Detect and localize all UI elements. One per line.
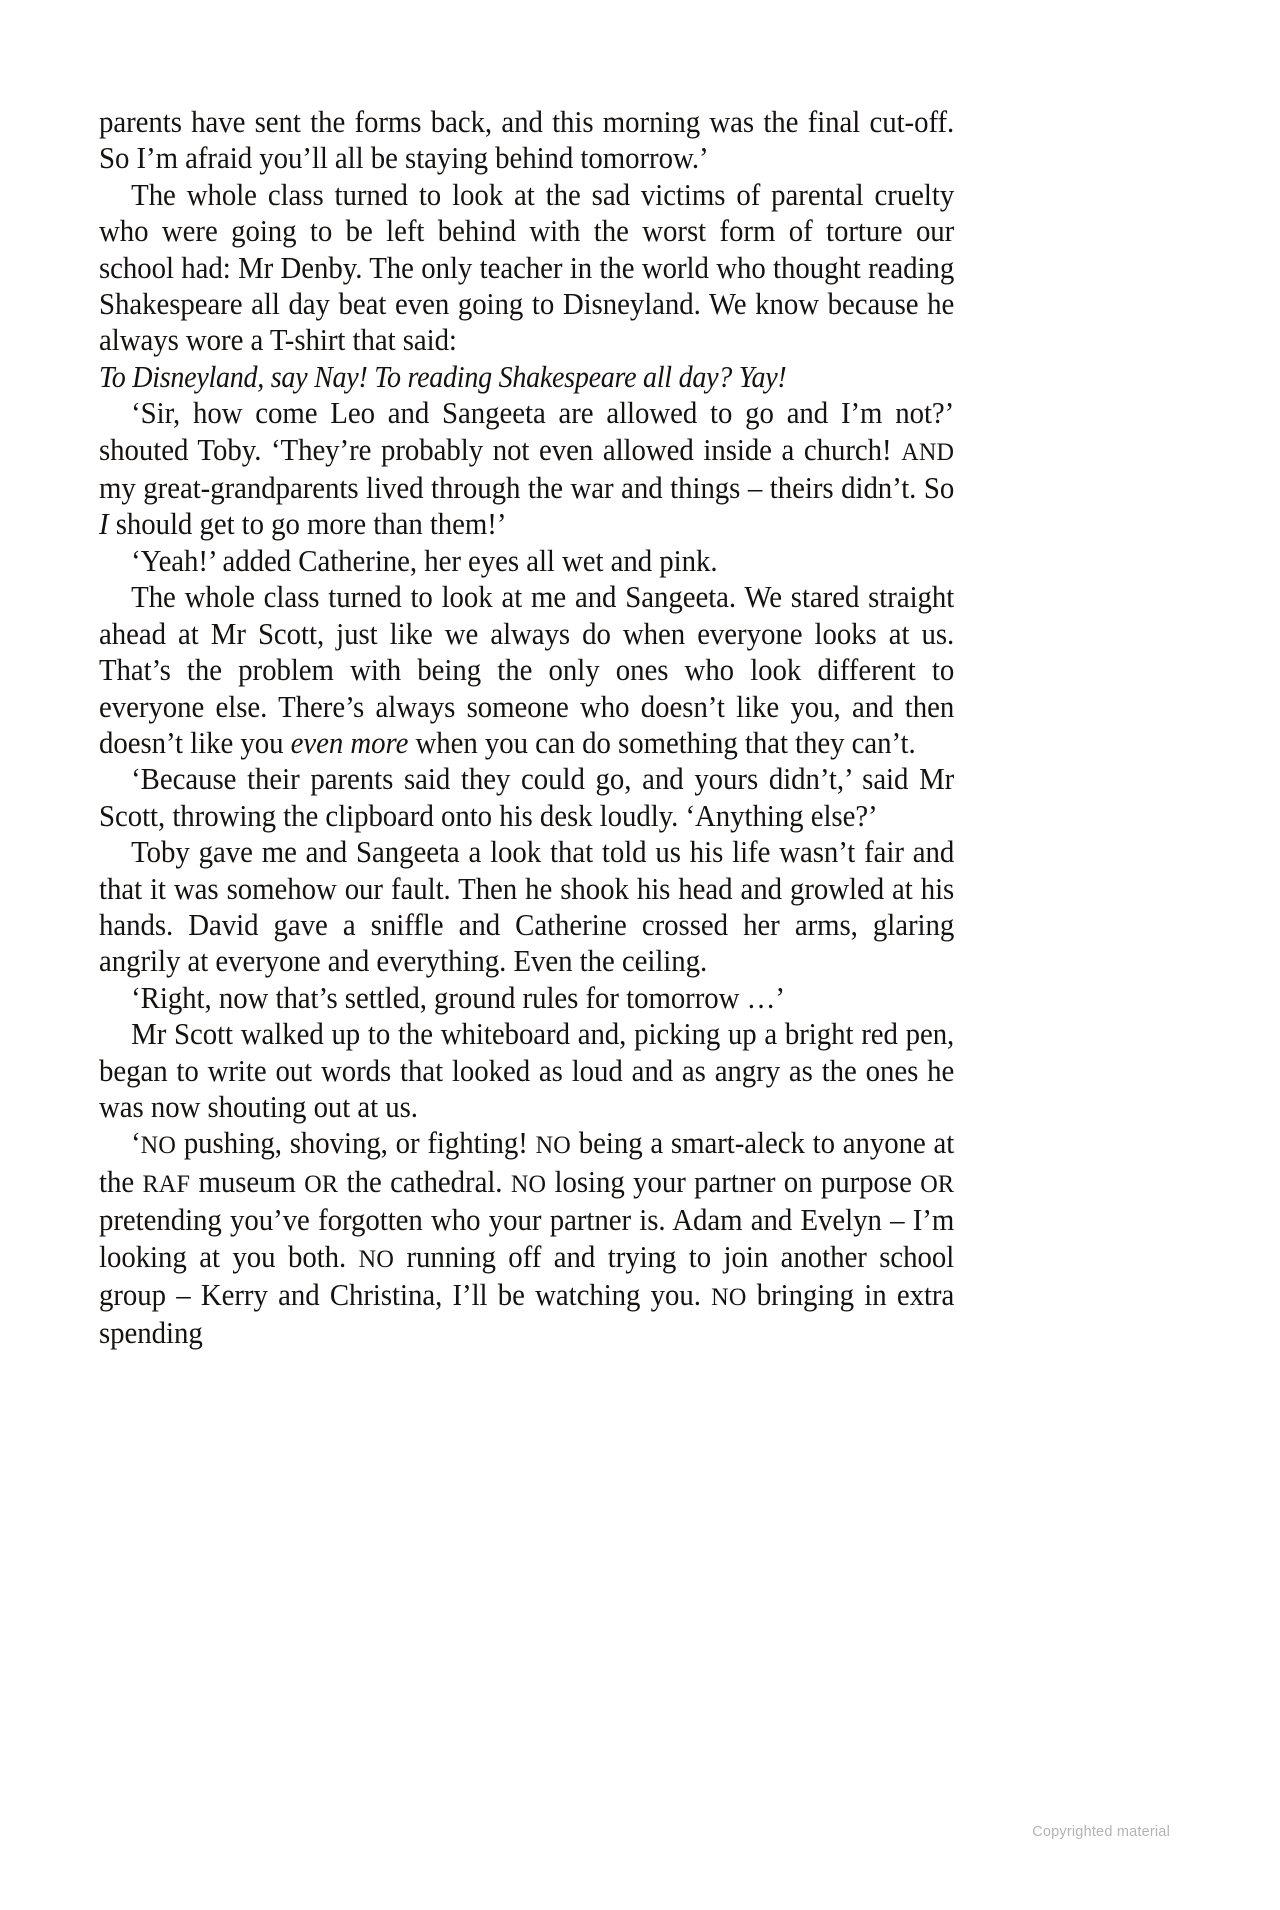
smallcaps-no-4: NO (358, 1243, 395, 1273)
paragraph-9: ‘Right, now that’s settled, ground rules for tomorrow …’ (131, 980, 785, 1015)
page-text-column (99, 104, 955, 1352)
p11-seg-13: pretending you’ve forgotten who your partner is. Adam and Evelyn – I’m looking at you both. (99, 1203, 955, 1274)
paragraph-6-seg-1: The whole class turned to look at me and Sangeeta. We stared straight ahead at Mr Scott, just like we always do when everyone looks at us. That’s the problem with being the only ones who look different to everyone else. There’s always someone who doesn’t like you, and then doesn’t like you (99, 580, 955, 760)
p11-seg-3: pushing, shoving, or fighting! (176, 1126, 536, 1161)
smallcaps-no-2: NO (535, 1130, 571, 1160)
paragraph-4-seg-5: should get to go more than them!’ (108, 507, 507, 542)
paragraph-4-seg-3: my great-grandparents lived through the war and things – theirs didn’t. So (99, 471, 955, 506)
italic-i: I (99, 507, 109, 542)
copyright-watermark: Copyrighted material (1032, 1824, 1170, 1840)
smallcaps-no-1: NO (140, 1130, 177, 1160)
smallcaps-or-1: OR (304, 1168, 339, 1198)
paragraph-2: The whole class turned to look at the sad victims of parental cruelty who were going to be left behind with the worst form of torture our school had: Mr Denby. The only teacher in the world who thought reading Shakespeare all day beat even going to Disneyland. We know because he always wore a T-shirt that said: (99, 177, 955, 358)
smallcaps-and: AND (901, 436, 955, 466)
paragraph-4-seg-1: ‘Sir, how come Leo and Sangeeta are allowed to go and I’m not?’ shouted Toby. ‘They’re probably not even allowed inside a church! (99, 396, 955, 467)
tshirt-slogan-line: To Disneyland, say Nay! To reading Shakespeare all day? Yay! (99, 359, 787, 394)
p11-seg-17: bringing in extra spending (99, 1278, 955, 1351)
paragraph-10: Mr Scott walked up to the whiteboard and, picking up a bright red pen, began to write out words that looked as loud and as angry as the ones he was now shouting out at us. (99, 1017, 955, 1124)
paragraph-11 (99, 1125, 954, 1351)
paragraph-6-seg-3: when you can do something that they can’t. (408, 725, 916, 760)
smallcaps-raf: RAF (142, 1168, 191, 1198)
italic-even-more: even more (290, 725, 409, 760)
p11-seg-1: ‘ (131, 1126, 141, 1161)
paragraph-8: Toby gave me and Sangeeta a look that told us his life wasn’t fair and that it was somehow our fault. Then he shook his head and growled at his hands. David gave a sniffle and Catherine crossed her arms, glaring angrily at everyone and everything. Even the ceiling. (99, 835, 955, 979)
smallcaps-or-2: OR (920, 1168, 955, 1198)
paragraph-5: ‘Yeah!’ added Catherine, her eyes all wet and pink. (131, 543, 718, 578)
p11-seg-15: running off and trying to join another school group – Kerry and Christina, I’ll be watching you. (99, 1239, 955, 1312)
smallcaps-no-5: NO (711, 1282, 747, 1311)
p11-seg-7: museum (190, 1164, 305, 1199)
paragraph-1: parents have sent the forms back, and this morning was the final cut-off. So I’m afraid you’ll all be staying behind tomorrow.’ (99, 105, 955, 176)
p11-seg-5: being a smart-aleck to anyone at the (99, 1126, 955, 1199)
paragraph-4 (99, 395, 954, 543)
paragraph-7: ‘Because their parents said they could go, and yours didn’t,’ said Mr Scott, throwing the clipboard onto his desk loudly. ‘Anything else?’ (99, 762, 955, 833)
smallcaps-no-3: NO (510, 1168, 547, 1198)
p11-seg-9: the cathedral. (338, 1164, 511, 1199)
p11-seg-11: losing your partner on purpose (546, 1164, 921, 1199)
paragraph-6 (99, 579, 954, 761)
